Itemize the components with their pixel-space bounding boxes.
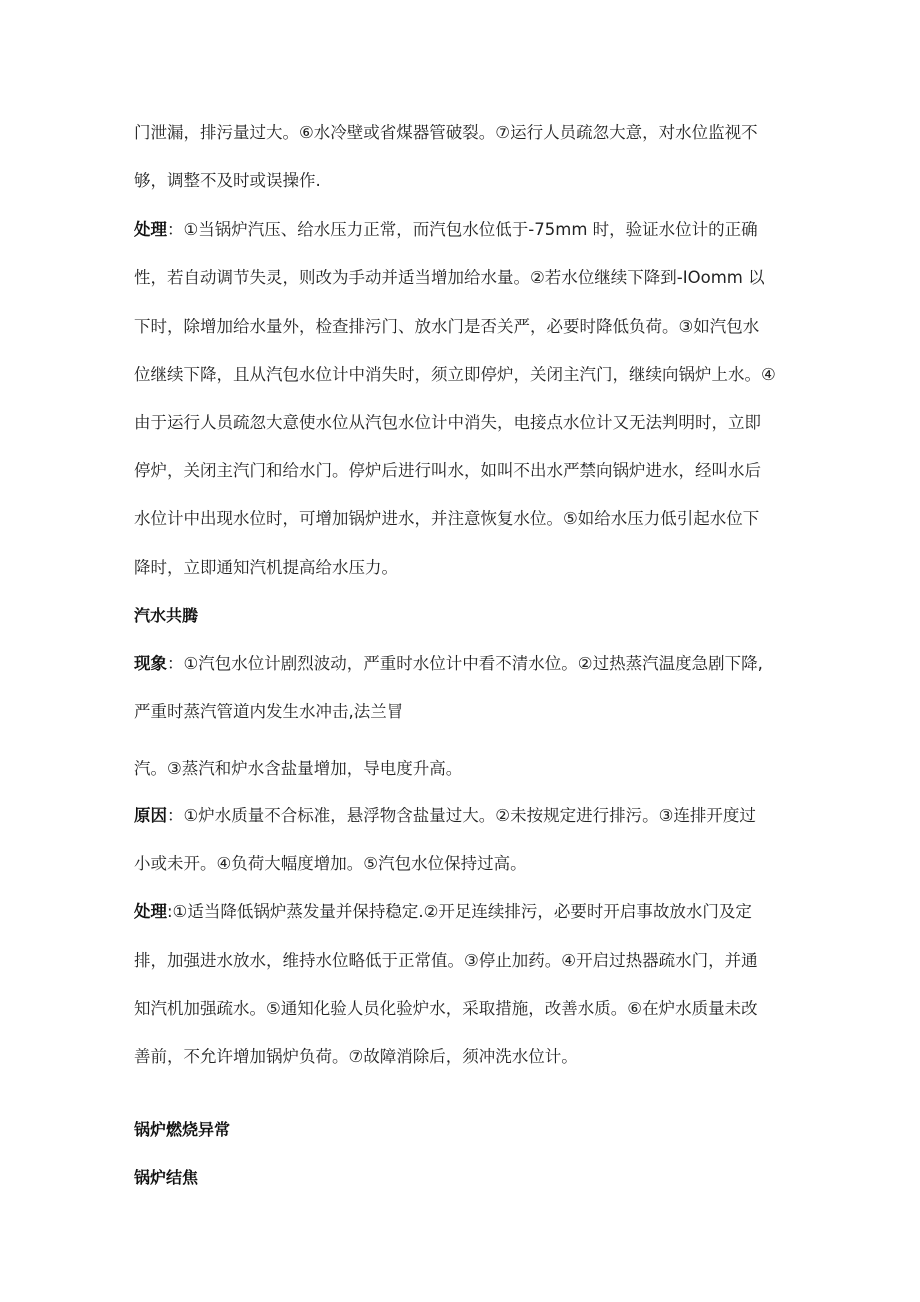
paragraph-first-line xyxy=(134,219,758,241)
text-span: ：①炉水质量不合标准，悬浮物含盐量过大。②未按规定进行排污。③连排开度过 xyxy=(167,806,756,825)
text-line: 下时，除增加给水量外，检查排污门、放水门是否关严，必要时降低负荷。③如汽包水 xyxy=(134,317,760,336)
paragraph-first-line xyxy=(134,805,756,827)
text-line: 门泄漏，排污量过大。⑥水冷壁或省煤器管破裂。⑦运行人员疏忽大意，对水位监视不 xyxy=(134,123,758,142)
text-line: 位继续下降，且从汽包水位计中消失时，须立即停炉，关闭主汽门，继续向锅炉上水。④ xyxy=(134,365,776,384)
text-line: 停炉，关闭主汽门和给水门。停炉后进行叫水，如叫不出水严禁向锅炉进水，经叫水后 xyxy=(134,461,761,480)
text-line: 知汽机加强疏水。⑤通知化验人员化验炉水，采取措施，改善水质。⑥在炉水质量未改 xyxy=(134,999,758,1018)
text-line: 排，加强进水放水，维持水位略低于正常值。③停止加药。④开启过热器疏水门，并通 xyxy=(134,951,758,970)
section-label: 原因 xyxy=(134,806,167,825)
section-label: 现象 xyxy=(134,654,167,673)
text-span: ：①汽包水位计剧烈波动，严重时水位计中看不清水位。②过热蒸汽温度急剧下降, xyxy=(167,654,763,673)
text-line: 由于运行人员疏忽大意使水位从汽包水位计中消失，电接点水位计又无法判明时，立即 xyxy=(134,413,761,432)
section-heading: 锅炉燃烧异常 xyxy=(134,1120,231,1139)
paragraph-first-line xyxy=(134,901,752,923)
section-heading: 汽水共腾 xyxy=(134,606,199,625)
text-line: 汽。③蒸汽和炉水含盐量增加，导电度升高。 xyxy=(134,759,463,778)
text-line: 降时，立即通知汽机提高给水压力。 xyxy=(134,558,398,577)
text-line: 严重时蒸汽管道内发生水冲击,法兰冒 xyxy=(134,702,404,721)
text-line: 性，若自动调节失灵，则改为手动并适当增加给水量。②若水位继续下降到-IOomm 以 xyxy=(134,268,765,287)
text-line: 善前，不允许增加锅炉负荷。⑦故障消除后，须冲洗水位计。 xyxy=(134,1047,578,1066)
text-span: :①适当降低锅炉蒸发量并保持稳定.②开足连续排污，必要时开启事故放水门及定 xyxy=(167,902,752,921)
section-label: 处理 xyxy=(134,902,167,921)
text-span: ：①当锅炉汽压、给水压力正常，而汽包水位低于-75mm 时，验证水位计的正确 xyxy=(167,220,758,239)
paragraph-first-line xyxy=(134,653,763,675)
section-heading: 锅炉结焦 xyxy=(134,1168,199,1187)
text-line: 水位计中出现水位时，可增加锅炉进水，并注意恢复水位。⑤如给水压力低引起水位下 xyxy=(134,509,760,528)
text-line: 够，调整不及时或误操作. xyxy=(134,171,321,190)
text-line: 小或未开。④负荷大幅度增加。⑤汽包水位保持过高。 xyxy=(134,854,527,873)
section-label: 处理 xyxy=(134,220,167,239)
